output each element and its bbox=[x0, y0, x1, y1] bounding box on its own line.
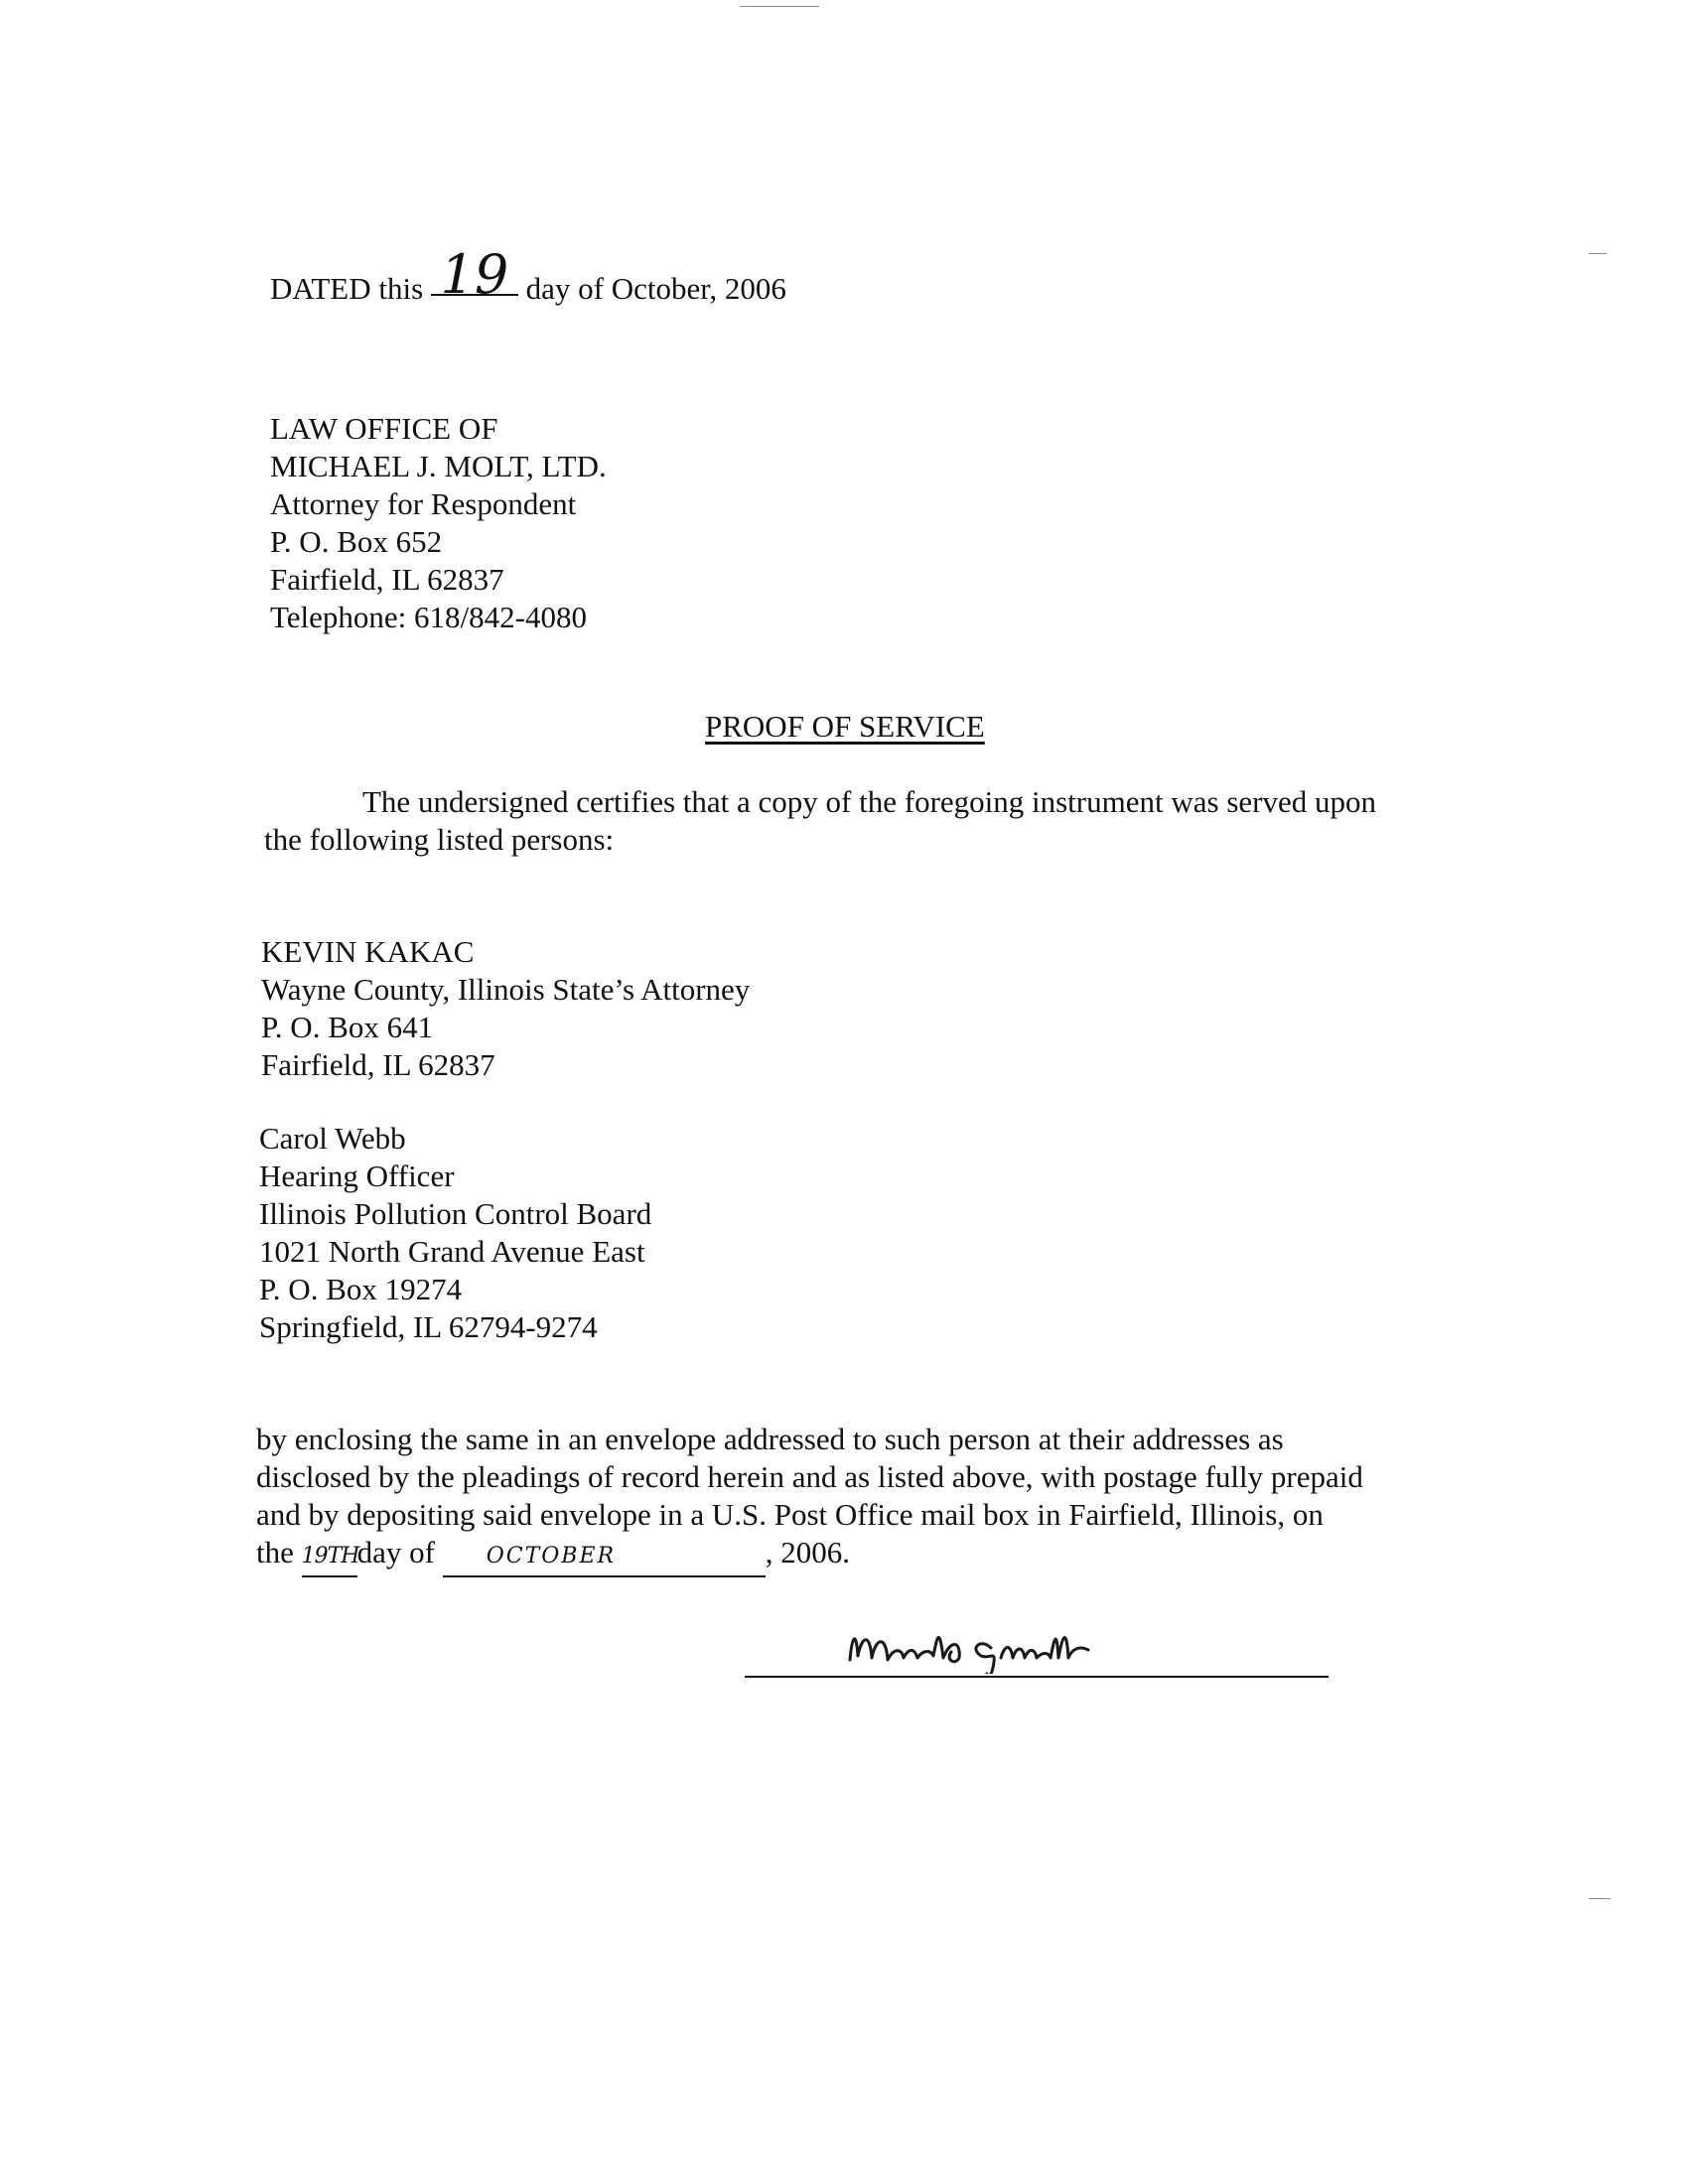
dated-line bbox=[270, 243, 786, 308]
certification-line: The undersigned certifies that a copy of the foregoing instrument was served upon bbox=[362, 784, 1376, 819]
scan-mark bbox=[1589, 1898, 1611, 1899]
scan-mark bbox=[1589, 253, 1607, 254]
closing-line: by enclosing the same in an envelope addressed to such person at their addresses as bbox=[256, 1422, 1284, 1456]
closing-day-handwritten: 19TH bbox=[302, 1538, 357, 1577]
signature-block bbox=[745, 1608, 1329, 1688]
closing-the: the bbox=[256, 1535, 294, 1570]
signature-handwritten bbox=[842, 1608, 1180, 1674]
recipient-line: Wayne County, Illinois State’s Attorney bbox=[261, 972, 751, 1007]
closing-year: , 2006. bbox=[765, 1535, 850, 1570]
recipient-line: 1021 North Grand Avenue East bbox=[259, 1234, 645, 1269]
sender-line: LAW OFFICE OF bbox=[270, 411, 498, 446]
sender-line: Attorney for Respondent bbox=[270, 486, 577, 521]
recipient-line: Fairfield, IL 62837 bbox=[261, 1047, 495, 1082]
scan-mark bbox=[740, 6, 819, 7]
closing-day-of: day of bbox=[356, 1535, 435, 1570]
recipient-line: P. O. Box 19274 bbox=[259, 1272, 463, 1306]
dated-suffix: day of October, 2006 bbox=[525, 271, 786, 306]
sender-line: Fairfield, IL 62837 bbox=[270, 562, 504, 597]
dated-day-handwritten: 19 bbox=[431, 256, 518, 296]
page-title: PROOF OF SERVICE bbox=[705, 709, 985, 744]
closing-date-line bbox=[256, 1534, 850, 1577]
dated-prefix: DATED this bbox=[270, 271, 424, 306]
recipient-line: P. O. Box 641 bbox=[261, 1010, 434, 1044]
recipient-line: Carol Webb bbox=[259, 1121, 406, 1156]
sender-line: Telephone: 618/842-4080 bbox=[270, 600, 587, 634]
recipient-line: Springfield, IL 62794-9274 bbox=[259, 1309, 598, 1344]
closing-line: and by depositing said envelope in a U.S. Post Office mail box in Fairfield, Illinois, on bbox=[256, 1497, 1324, 1532]
signature-line bbox=[745, 1676, 1329, 1678]
signature-scribble bbox=[842, 1608, 1180, 1674]
sender-line: MICHAEL J. MOLT, LTD. bbox=[270, 449, 607, 483]
certification-line: the following listed persons: bbox=[264, 822, 615, 857]
recipient-line: KEVIN KAKAC bbox=[261, 934, 475, 969]
closing-line: disclosed by the pleadings of record herein and as listed above, with postage fully prepaid bbox=[256, 1459, 1363, 1494]
recipient-line: Hearing Officer bbox=[259, 1159, 455, 1193]
recipient-line: Illinois Pollution Control Board bbox=[259, 1196, 652, 1231]
sender-line: P. O. Box 652 bbox=[270, 524, 443, 559]
closing-month-handwritten: OCTOBER bbox=[443, 1538, 766, 1577]
